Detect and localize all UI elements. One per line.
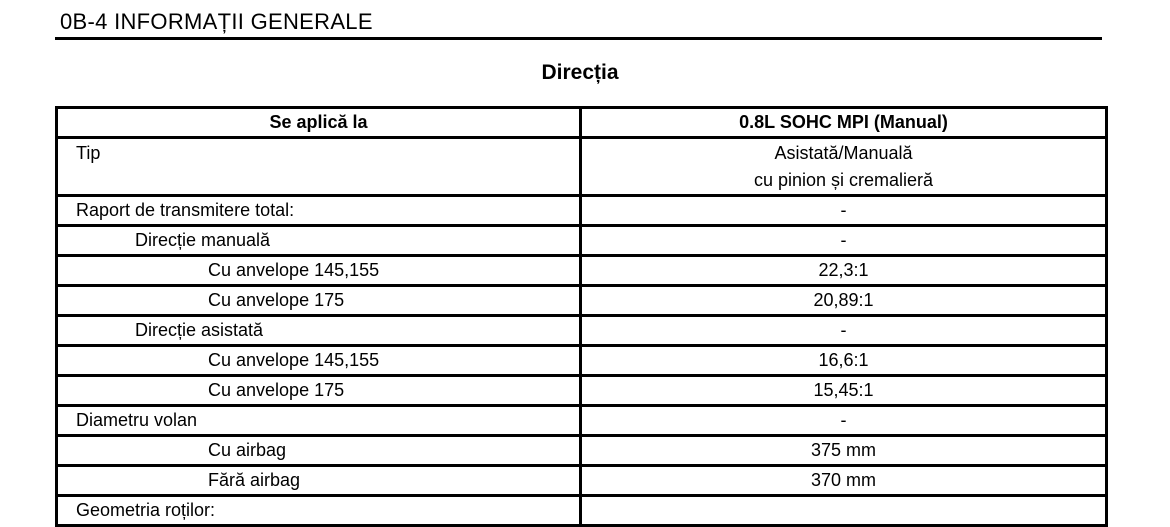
row-value-line: Asistată/Manuală <box>774 143 913 163</box>
row-label: Cu anvelope 175 <box>57 286 581 316</box>
table-row <box>57 316 1107 346</box>
table-row <box>57 138 1107 196</box>
column-header-applies-to: Se aplică la <box>57 108 581 138</box>
row-value: 375 mm <box>581 436 1107 466</box>
table-row <box>57 406 1107 436</box>
column-header-engine: 0.8L SOHC MPI (Manual) <box>581 108 1107 138</box>
section-title: Direcția <box>541 61 619 84</box>
table-header-row <box>57 108 1107 138</box>
row-value <box>581 138 1107 196</box>
row-value: - <box>581 316 1107 346</box>
row-value: 20,89:1 <box>581 286 1107 316</box>
spec-table <box>55 106 1108 527</box>
table-row <box>57 496 1107 526</box>
page-header: 0B-4 INFORMAȚII GENERALE <box>60 9 373 34</box>
row-value-line: cu pinion și cremalieră <box>753 170 934 190</box>
table-row <box>57 196 1107 226</box>
table-row <box>57 256 1107 286</box>
row-value <box>581 496 1107 526</box>
row-label: Geometria roților: <box>57 496 581 526</box>
row-label: Cu anvelope 175 <box>57 376 581 406</box>
table-row <box>57 226 1107 256</box>
row-value: 22,3:1 <box>581 256 1107 286</box>
row-value: 15,45:1 <box>581 376 1107 406</box>
row-label: Cu airbag <box>57 436 581 466</box>
row-value: - <box>581 226 1107 256</box>
table-row <box>57 466 1107 496</box>
row-value: 370 mm <box>581 466 1107 496</box>
row-label: Cu anvelope 145,155 <box>57 256 581 286</box>
table-row <box>57 436 1107 466</box>
row-label: Direcție manuală <box>57 226 581 256</box>
row-label: Fără airbag <box>57 466 581 496</box>
row-label: Direcție asistată <box>57 316 581 346</box>
row-value: 16,6:1 <box>581 346 1107 376</box>
row-label: Diametru volan <box>57 406 581 436</box>
header-rule <box>55 37 1102 40</box>
table-row <box>57 376 1107 406</box>
row-label: Cu anvelope 145,155 <box>57 346 581 376</box>
table-row <box>57 346 1107 376</box>
row-value: - <box>581 196 1107 226</box>
row-label: Raport de transmitere total: <box>57 196 581 226</box>
row-value: - <box>581 406 1107 436</box>
table-row <box>57 286 1107 316</box>
row-label: Tip <box>57 138 581 196</box>
